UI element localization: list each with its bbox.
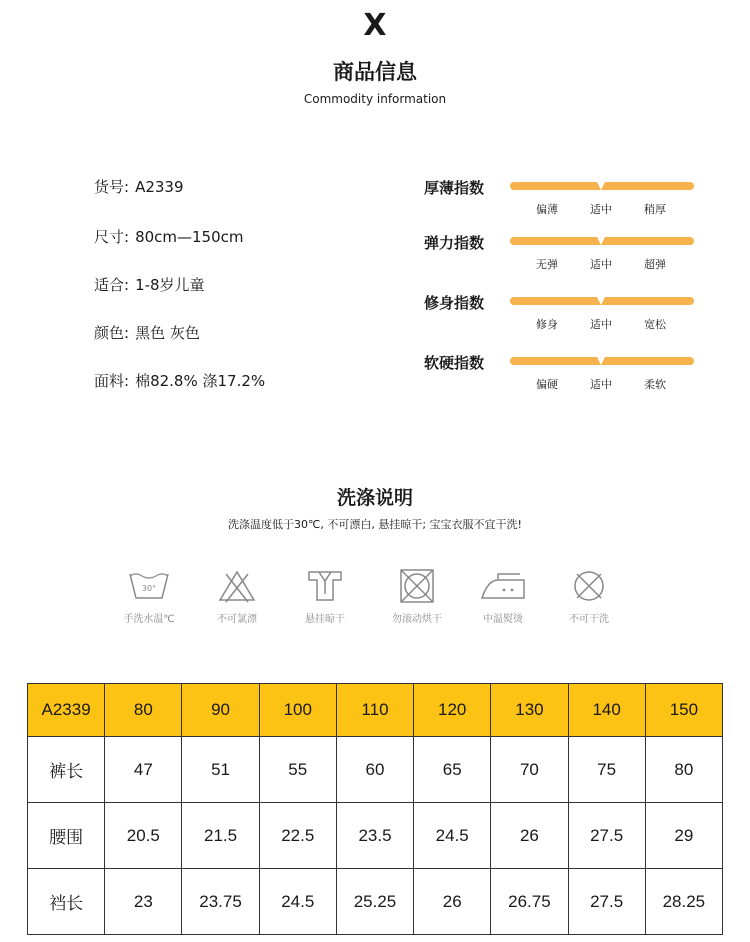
- table-header-cell: A2339: [28, 684, 105, 737]
- index-marker: [597, 297, 605, 305]
- table-cell: 60: [336, 737, 413, 803]
- index-tick: 偏薄: [536, 203, 558, 216]
- table-cell: 裆长: [28, 869, 105, 935]
- table-cell: 80: [645, 737, 722, 803]
- spec-label: 尺寸:: [94, 228, 130, 246]
- page-subtitle: Commodity information: [303, 92, 447, 106]
- table-header-cell: 110: [336, 684, 413, 737]
- table-cell: 20.5: [105, 803, 182, 869]
- table-cell: 47: [105, 737, 182, 803]
- index-tick: 宽松: [644, 318, 666, 331]
- wash-item-hand-wash: [104, 568, 194, 625]
- index-tick: 超弹: [644, 258, 666, 271]
- table-cell: 28.25: [645, 869, 722, 935]
- wash-temp-label: 30°: [141, 584, 157, 593]
- table-row: [28, 803, 723, 869]
- iron-medium-icon: [478, 568, 528, 604]
- table-cell: 26.75: [491, 869, 568, 935]
- index-label-elasticity: 弹力指数: [424, 234, 485, 252]
- table-cell: 75: [568, 737, 645, 803]
- table-cell: 23.5: [336, 803, 413, 869]
- table-cell: 29: [645, 803, 722, 869]
- table-cell: 55: [259, 737, 336, 803]
- spec-label: 面料:: [94, 372, 130, 390]
- wash-caption: 勿滚动烘干: [392, 614, 442, 625]
- table-header-cell: 120: [414, 684, 491, 737]
- index-tick: 适中: [590, 378, 612, 391]
- index-marker: [597, 237, 605, 245]
- spec-value: 黑色 灰色: [135, 324, 200, 342]
- index-tick: 柔软: [644, 378, 666, 391]
- spec-label: 货号:: [94, 178, 130, 196]
- table-cell: 24.5: [259, 869, 336, 935]
- index-tick: 无弹: [536, 258, 558, 271]
- wash-item-iron-medium: [458, 568, 548, 625]
- table-cell: 27.5: [568, 869, 645, 935]
- table-cell: 23.75: [182, 869, 259, 935]
- hand-wash-icon: [126, 568, 172, 604]
- wash-caption: 悬挂晾干: [305, 614, 345, 625]
- spec-value: 1-8岁儿童: [135, 276, 205, 294]
- index-tick: 偏硬: [536, 378, 558, 391]
- wash-caption: 不可干洗: [569, 614, 609, 625]
- spec-value: 棉82.8% 涤17.2%: [135, 372, 266, 390]
- washing-note: 洗涤温度低于30℃, 不可漂白, 悬挂晾干; 宝宝衣服不宜干洗!: [228, 518, 522, 531]
- spec-item-size: [94, 226, 244, 247]
- table-header-cell: 80: [105, 684, 182, 737]
- no-tumble-dry-icon: [394, 568, 440, 604]
- wash-item-no-dry-clean: [544, 568, 634, 625]
- index-label-thickness: 厚薄指数: [424, 179, 485, 197]
- table-cell: 65: [414, 737, 491, 803]
- page-title: 商品信息: [333, 60, 417, 84]
- spec-label: 颜色:: [94, 324, 130, 342]
- index-marker: [597, 182, 605, 190]
- table-row: [28, 869, 723, 935]
- table-cell: 26: [414, 869, 491, 935]
- table-cell: 27.5: [568, 803, 645, 869]
- table-header-cell: 100: [259, 684, 336, 737]
- hang-dry-icon: [302, 568, 348, 604]
- table-row: [28, 737, 723, 803]
- spec-item-age: [94, 274, 205, 295]
- wash-item-no-tumble-dry: [372, 568, 462, 625]
- index-tick: 修身: [536, 318, 558, 331]
- table-cell: 25.25: [336, 869, 413, 935]
- index-tick: 适中: [590, 258, 612, 271]
- table-cell: 24.5: [414, 803, 491, 869]
- table-cell: 21.5: [182, 803, 259, 869]
- size-table: [27, 683, 723, 935]
- wash-caption: 不可氯漂: [217, 614, 257, 625]
- wash-caption: 中温熨烫: [483, 614, 523, 625]
- no-dry-clean-icon: [566, 568, 612, 604]
- table-cell: 23: [105, 869, 182, 935]
- table-header-cell: 140: [568, 684, 645, 737]
- washing-title: 洗涤说明: [336, 487, 413, 509]
- table-cell: 腰围: [28, 803, 105, 869]
- table-cell: 51: [182, 737, 259, 803]
- wash-item-no-bleach: [192, 568, 282, 625]
- wash-item-hang-dry: [280, 568, 370, 625]
- no-bleach-icon: [214, 568, 260, 604]
- spec-value: 80cm—150cm: [135, 228, 244, 246]
- close-icon[interactable]: X: [363, 8, 387, 43]
- table-header-cell: 90: [182, 684, 259, 737]
- index-label-fit: 修身指数: [424, 294, 485, 312]
- spec-item-number: [94, 176, 184, 197]
- index-tick: 适中: [590, 203, 612, 216]
- table-cell: 22.5: [259, 803, 336, 869]
- index-tick: 适中: [590, 318, 612, 331]
- index-tick: 稍厚: [644, 203, 666, 216]
- spec-value: A2339: [135, 178, 184, 196]
- table-cell: 裤长: [28, 737, 105, 803]
- table-header-cell: 130: [491, 684, 568, 737]
- table-cell: 70: [491, 737, 568, 803]
- wash-caption: 手洗水温℃: [123, 614, 175, 625]
- size-table-header-row: [28, 684, 723, 737]
- spec-item-color: [94, 322, 200, 343]
- index-marker: [597, 357, 605, 365]
- table-header-cell: 150: [645, 684, 722, 737]
- spec-label: 适合:: [94, 276, 130, 294]
- index-label-softness: 软硬指数: [424, 354, 485, 372]
- spec-item-fabric: [94, 370, 265, 391]
- table-cell: 26: [491, 803, 568, 869]
